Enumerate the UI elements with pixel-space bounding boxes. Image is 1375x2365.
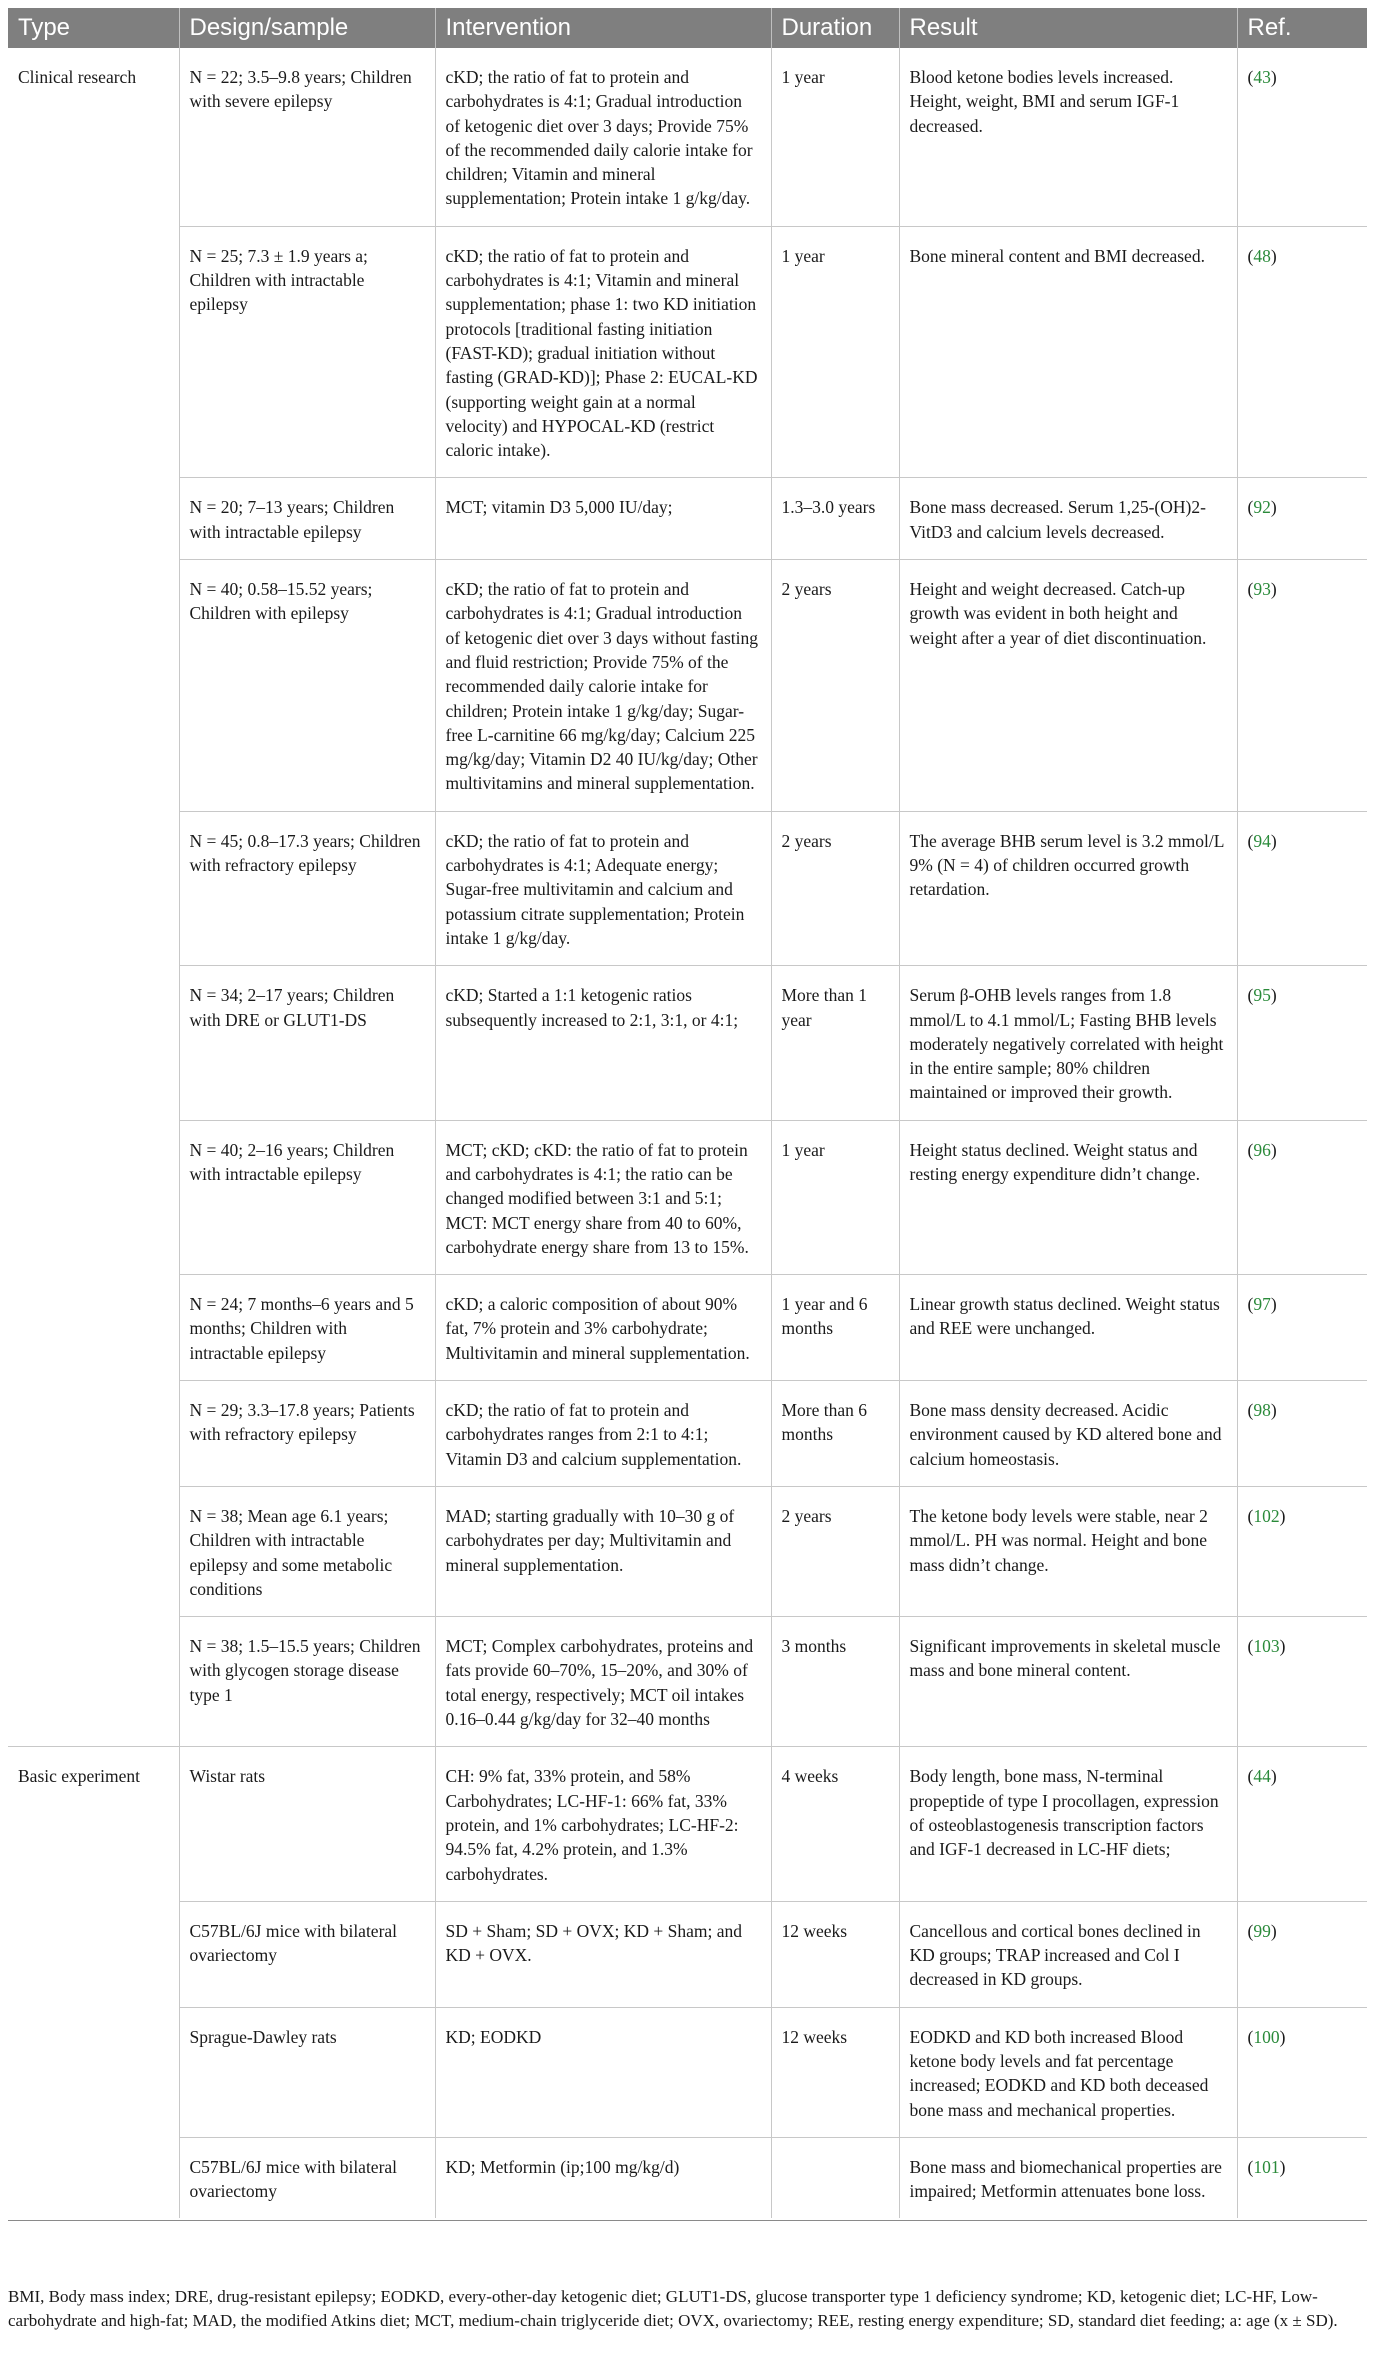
cell-ref: (94) — [1237, 811, 1367, 965]
header-intervention: Intervention — [435, 8, 771, 48]
cell-result: Height and weight decreased. Catch-up growth was evident in both height and weight after a year of diet discontinuation. — [899, 560, 1237, 812]
cell-design: N = 22; 3.5–9.8 years; Children with severe epilepsy — [179, 48, 435, 226]
table-row — [8, 2007, 1367, 2137]
cell-ref: (43) — [1247, 67, 1277, 87]
cell-duration: 1 year and 6 months — [771, 1275, 899, 1381]
cell-design: N = 20; 7–13 years; Children with intractable epilepsy — [179, 478, 435, 560]
cell-ref: (48) — [1237, 226, 1367, 478]
table-footnote: BMI, Body mass index; DRE, drug-resistant epilepsy; EODKD, every-other-day ketogenic diet; GLUT1-DS, glucose transporter type 1 deficiency syndrome; KD, ketogenic diet; LC-HF, Low-carbohydrate and high-fat; MAD, the modified Atkins diet; MCT, medium-chain triglyceride diet; OVX, ovariectomy; REE, resting energy expenditure; SD, standard diet feeding; a: age (x ± SD). — [8, 2287, 1338, 2330]
table-row — [8, 966, 1367, 1120]
table-row — [8, 1120, 1367, 1274]
cell-result: Significant improvements in skeletal muscle mass and bone mineral content. — [899, 1617, 1237, 1747]
table-row — [8, 1747, 1367, 1901]
cell-duration: 2 years — [771, 1486, 899, 1616]
cell-design: N = 25; 7.3 ± 1.9 years a; Children with intractable epilepsy — [179, 226, 435, 478]
cell-duration: 1 year — [771, 226, 899, 478]
cell-design: N = 38; 1.5–15.5 years; Children with glycogen storage disease type 1 — [179, 1617, 435, 1747]
cell-duration: 12 weeks — [771, 1901, 899, 2007]
cell-ref: (99) — [1237, 1901, 1367, 2007]
header-ref: Ref. — [1237, 8, 1367, 48]
cell-result: Bone mass and biomechanical properties are impaired; Metformin attenuates bone loss. — [899, 2137, 1237, 2218]
cell-ref: (96) — [1237, 1120, 1367, 1274]
ref-link[interactable]: 95 — [1253, 985, 1271, 1006]
table-row — [8, 48, 1367, 226]
ref-link[interactable]: 103 — [1253, 1636, 1280, 1657]
cell-duration: 4 weeks — [771, 1747, 899, 1901]
cell-ref: (100) — [1237, 2007, 1367, 2137]
cell-design: N = 40; 2–16 years; Children with intractable epilepsy — [179, 1120, 435, 1274]
cell-ref: (95) — [1237, 966, 1367, 1120]
cell-result: Bone mass decreased. Serum 1,25-(OH)2-VitD3 and calcium levels decreased. — [899, 478, 1237, 560]
cell-intervention: MCT; vitamin D3 5,000 IU/day; — [435, 478, 771, 560]
cell-ref: (44) — [1237, 1747, 1367, 1901]
cell-design: N = 29; 3.3–17.8 years; Patients with refractory epilepsy — [179, 1381, 435, 1487]
cell-intervention: cKD; Started a 1:1 ketogenic ratios subsequently increased to 2:1, 3:1, or 4:1; — [435, 966, 771, 1120]
ref-link[interactable]: 102 — [1253, 1505, 1280, 1526]
cell-result: Serum β-OHB levels ranges from 1.8 mmol/L to 4.1 mmol/L; Fasting BHB levels moderately negatively correlated with height in the entire sample; 80% children maintained or improved their growth. — [899, 966, 1237, 1120]
cell-design: Wistar rats — [179, 1747, 435, 1901]
ref-link[interactable]: 94 — [1253, 830, 1271, 851]
table-row — [8, 1381, 1367, 1487]
table-row — [8, 2137, 1367, 2218]
cell-result: The ketone body levels were stable, near 2 mmol/L. PH was normal. Height and bone mass didn’t change. — [899, 1486, 1237, 1616]
cell-design: C57BL/6J mice with bilateral ovariectomy — [179, 1901, 435, 2007]
cell-intervention: cKD; the ratio of fat to protein and carbohydrates is 4:1; Vitamin and mineral supplementation; phase 1: two KD initiation protocols [traditional fasting initiation (FAST-KD); gradual initiation without fasting (GRAD-KD)]; Phase 2: EUCAL-KD (supporting weight gain at a normal velocity) and HYPOCAL-KD (restrict caloric intake). — [435, 226, 771, 478]
cell-ref: (98) — [1237, 1381, 1367, 1487]
ref-link[interactable]: 44 — [1253, 1766, 1271, 1787]
cell-duration: More than 1 year — [771, 966, 899, 1120]
ref-link[interactable]: 100 — [1253, 2026, 1280, 2047]
ref-link[interactable]: 96 — [1253, 1139, 1271, 1160]
cell-intervention: KD; EODKD — [435, 2007, 771, 2137]
ref-link[interactable]: 48 — [1253, 245, 1271, 266]
table-row — [8, 811, 1367, 965]
cell-type: Basic experiment — [8, 1747, 179, 2219]
ref-link[interactable]: 93 — [1253, 579, 1271, 600]
header-duration: Duration — [771, 8, 899, 48]
cell-intervention: MCT; Complex carbohydrates, proteins and fats provide 60–70%, 15–20%, and 30% of total energy, respectively; MCT oil intakes 0.16–0.44 g/kg/day for 32–40 months — [435, 1617, 771, 1747]
cell-design: N = 24; 7 months–6 years and 5 months; Children with intractable epilepsy — [179, 1275, 435, 1381]
cell-design: C57BL/6J mice with bilateral ovariectomy — [179, 2137, 435, 2218]
cell-intervention: CH: 9% fat, 33% protein, and 58% Carbohydrates; LC-HF-1: 66% fat, 33% protein, and 1% carbohydrates; LC-HF-2: 94.5% fat, 4.2% protein, and 1.3% carbohydrates. — [435, 1747, 771, 1901]
ref-link[interactable]: 98 — [1253, 1400, 1271, 1421]
cell-design: N = 40; 0.58–15.52 years; Children with epilepsy — [179, 560, 435, 812]
cell-result: Cancellous and cortical bones declined in KD groups; TRAP increased and Col I decreased in KD groups. — [899, 1901, 1237, 2007]
table-bottom-rule — [8, 2220, 1367, 2221]
cell-ref: (103) — [1237, 1617, 1367, 1747]
cell-ref: (93) — [1237, 560, 1367, 812]
ref-link[interactable]: 92 — [1253, 497, 1271, 518]
ref-link[interactable]: 43 — [1253, 67, 1271, 87]
cell-intervention: cKD; the ratio of fat to protein and carbohydrates is 4:1; Adequate energy; Sugar-free multivitamin and calcium and potassium citrate supplementation; Protein intake 1 g/kg/day. — [435, 811, 771, 965]
cell-intervention: cKD; the ratio of fat to protein and carbohydrates is 4:1; Gradual introduction of ketogenic diet over 3 days without fasting and fluid restriction; Provide 75% of the recommended daily calorie intake for children; Protein intake 1 g/kg/day; Sugar-free L-carnitine 66 mg/kg/day; Calcium 225 mg/kg/day; Vitamin D2 40 IU/kg/day; Other multivitamins and mineral supplementation. — [435, 560, 771, 812]
cell-intervention: cKD; a caloric composition of about 90% fat, 7% protein and 3% carbohydrate; Multivitamin and mineral supplementation. — [435, 1275, 771, 1381]
cell-duration: 12 weeks — [771, 2007, 899, 2137]
cell-intervention: MCT; cKD; cKD: the ratio of fat to protein and carbohydrates is 4:1; the ratio can be changed modified between 3:1 and 5:1; MCT: MCT energy share from 40 to 60%, carbohydrate energy share from 13 to 15%. — [435, 1120, 771, 1274]
cell-duration: 2 years — [771, 811, 899, 965]
cell-intervention: cKD; the ratio of fat to protein and carbohydrates is 4:1; Gradual introduction of ketogenic diet over 3 days; Provide 75% of the recommended daily calorie intake for children; Vitamin and mineral supplementation; Protein intake 1 g/kg/day. — [435, 48, 771, 226]
cell-design: Sprague-Dawley rats — [179, 2007, 435, 2137]
cell-duration: 2 years — [771, 560, 899, 812]
cell-design: N = 38; Mean age 6.1 years; Children with intractable epilepsy and some metabolic conditions — [179, 1486, 435, 1616]
cell-duration: 3 months — [771, 1617, 899, 1747]
header-type: Type — [8, 8, 179, 48]
table-row — [8, 1486, 1367, 1616]
cell-intervention: cKD; the ratio of fat to protein and carbohydrates ranges from 2:1 to 4:1; Vitamin D3 and calcium supplementation. — [435, 1381, 771, 1487]
cell-result: Blood ketone bodies levels increased. Height, weight, BMI and serum IGF-1 decreased. — [899, 48, 1237, 226]
table-row — [8, 1901, 1367, 2007]
cell-duration — [771, 2137, 899, 2218]
cell-result: Height status declined. Weight status and resting energy expenditure didn’t change. — [899, 1120, 1237, 1274]
cell-duration: More than 6 months — [771, 1381, 899, 1487]
table-row — [8, 1275, 1367, 1381]
cell-result: EODKD and KD both increased Blood ketone body levels and fat percentage increased; EODKD and KD both deceased bone mass and mechanical properties. — [899, 2007, 1237, 2137]
table-row — [8, 560, 1367, 812]
cell-result: Bone mass density decreased. Acidic environment caused by KD altered bone and calcium homeostasis. — [899, 1381, 1237, 1487]
table-row — [8, 1617, 1367, 1747]
header-design: Design/sample — [179, 8, 435, 48]
cell-ref: (97) — [1237, 1275, 1367, 1381]
ref-link[interactable]: 99 — [1253, 1920, 1271, 1941]
review-table — [8, 8, 1367, 2218]
cell-intervention: KD; Metformin (ip;100 mg/kg/d) — [435, 2137, 771, 2218]
table-body — [8, 48, 1367, 2218]
cell-ref: (92) — [1237, 478, 1367, 560]
cell-result: Linear growth status declined. Weight status and REE were unchanged. — [899, 1275, 1237, 1381]
cell-duration: 1 year — [771, 1120, 899, 1274]
cell-duration: 1.3–3.0 years — [771, 478, 899, 560]
cell-design: N = 34; 2–17 years; Children with DRE or GLUT1-DS — [179, 966, 435, 1120]
header-result: Result — [899, 8, 1237, 48]
ref-link[interactable]: 101 — [1253, 2156, 1280, 2177]
table-row — [8, 226, 1367, 478]
cell-intervention: MAD; starting gradually with 10–30 g of carbohydrates per day; Multivitamin and mineral supplementation. — [435, 1486, 771, 1616]
cell-intervention: SD + Sham; SD + OVX; KD + Sham; and KD + OVX. — [435, 1901, 771, 2007]
cell-ref: (102) — [1237, 1486, 1367, 1616]
header-row — [8, 8, 1367, 48]
cell-duration: 1 year — [771, 48, 899, 226]
cell-design: N = 45; 0.8–17.3 years; Children with refractory epilepsy — [179, 811, 435, 965]
cell-type: Clinical research — [8, 48, 179, 1747]
table-row — [8, 478, 1367, 560]
ref-link[interactable]: 97 — [1253, 1294, 1271, 1315]
cell-result: The average BHB serum level is 3.2 mmol/L 9% (N = 4) of children occurred growth retardation. — [899, 811, 1237, 965]
cell-result: Body length, bone mass, N-terminal propeptide of type I procollagen, expression of osteoblastogenesis transcription factors and IGF-1 decreased in LC-HF diets; — [899, 1747, 1237, 1901]
cell-ref: (101) — [1237, 2137, 1367, 2218]
cell-result: Bone mineral content and BMI decreased. — [899, 226, 1237, 478]
